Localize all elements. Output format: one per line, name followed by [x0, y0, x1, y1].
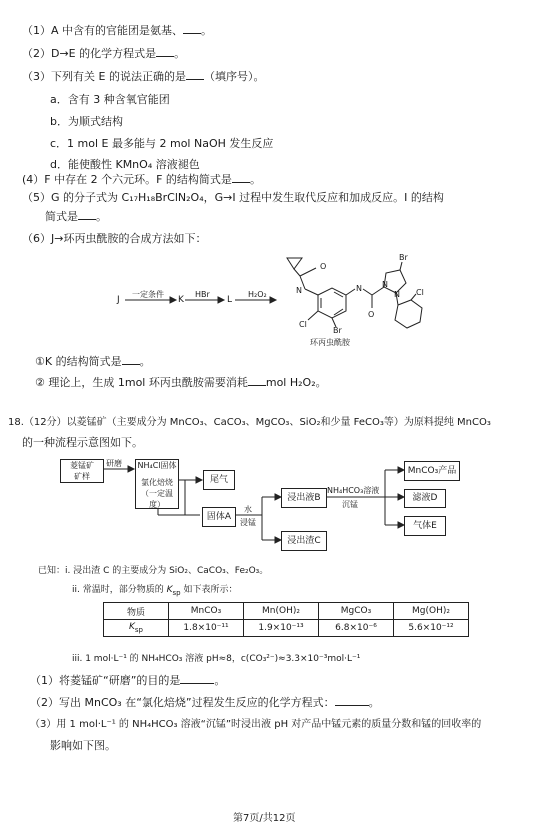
flow-product: MnCO₃产品 [404, 461, 460, 481]
flow-nh4hco3-label: NH₄HCO₃溶液 [327, 486, 380, 495]
scheme-n4: N [382, 280, 388, 289]
scheme-n3: N [394, 290, 400, 299]
scheme-product-name: 环丙虫酰胺 [310, 338, 350, 347]
scheme-h2o2: H₂O₂ [248, 290, 267, 299]
flow-nh4cl-label: NH₄Cl固体 [137, 461, 177, 470]
table-cell: 5.6×10⁻¹² [394, 620, 469, 637]
scheme-hbr: HBr [195, 290, 210, 299]
scheme-o1: O [320, 262, 327, 271]
q18-part2: （2）写出 MnCO₃ 在“氯化焙烧”过程发生反应的化学方程式： 。 [30, 696, 380, 709]
known-info-i: 已知：i. 浸出渣 C 的主要成分为 SiO₂、CaCO₃、Fe₂O₃。 [38, 566, 269, 576]
scheme-j: J [117, 295, 120, 305]
q17-part1: （1）A 中含有的官能团是氨基、 。 [22, 24, 213, 37]
flow-water-label: 水 [244, 505, 252, 514]
answer-blank [335, 696, 369, 706]
q18-part3-line2: 影响如下图。 [50, 739, 116, 752]
scheme-condition-1: 一定条件 [132, 290, 164, 299]
q17-part5-line2: 简式是 。 [45, 210, 107, 223]
scheme-n2: N [356, 284, 362, 293]
q17-option-c: c．1 mol E 最多能与 2 mol NaOH 发生反应 [50, 137, 274, 150]
scheme-k: K [178, 295, 184, 305]
q18-intro-line2: 的一种流程示意图如下。 [22, 436, 143, 449]
scheme-cl-left: Cl [299, 320, 307, 329]
table-cell: 1.9×10⁻¹³ [244, 620, 319, 637]
q18-part1: （1）将菱锰矿“研磨”的目的是 。 [30, 674, 226, 687]
known-info-ii: ii. 常温时，部分物质的 $K_{sp}$ 如下表所示： [72, 585, 238, 597]
q17-option-d: d．能使酸性 KMnO₄ 溶液褪色 [50, 158, 200, 171]
table-header-cell: MnCO₃ [169, 603, 244, 620]
flow-filtrate-b: 浸出液B [281, 488, 327, 508]
table-header-cell: Mn(OH)₂ [244, 603, 319, 620]
flow-grind-label: 研磨 [106, 459, 122, 468]
table-header-cell: Mg(OH)₂ [394, 603, 469, 620]
flow-roast-step [135, 459, 179, 509]
flow-ore-sample: 菱锰矿 矿样 [60, 459, 104, 483]
scheme-l: L [227, 295, 233, 305]
scheme-br-bottom: Br [333, 326, 342, 335]
q17-part3: （3）下列有关 E 的说法正确的是 （填序号）。 [22, 70, 265, 83]
flow-roast-label: 氯化焙烧 （一定温度） [141, 478, 173, 509]
flow-filtrate-d: 滤液D [404, 489, 446, 508]
ksp-table-value-row [104, 620, 469, 637]
q17-option-b: b．为顺式结构 [50, 115, 123, 128]
flow-residue-c: 浸出渣C [281, 531, 327, 551]
ksp-table [103, 602, 469, 637]
flow-precip-label: 沉锰 [342, 500, 358, 509]
q18-part3-line1: （3）用 1 mol·L⁻¹ 的 NH₄HCO₃ 溶液“沉锰”时浸出液 pH 对产品中锰元素的质量分数和锰的回收率的 [30, 719, 482, 730]
q17-option-a: a．含有 3 种含氧官能团 [50, 93, 170, 106]
known-info-iii: iii. 1 mol·L⁻¹ 的 NH₄HCO₃ 溶液 pH≈8，c(CO₃²⁻)≈3.3×10⁻³mol·L⁻¹ [72, 654, 361, 664]
ksp-table-header-row [104, 603, 469, 620]
flow-gas-e: 气体E [404, 516, 446, 536]
q17-sub2: ② 理论上，生成 1mol 环丙虫酰胺需要消耗 mol H₂O₂。 [35, 376, 327, 389]
table-row-label: $K_{sp}$ [104, 620, 169, 637]
table-header-cell: 物质 [104, 603, 169, 620]
q17-sub1: ①K 的结构简式是 。 [35, 355, 151, 368]
scheme-n1: N [296, 286, 302, 295]
table-cell: 6.8×10⁻⁶ [319, 620, 394, 637]
table-header-cell: MgCO₃ [319, 603, 394, 620]
flow-leach-label: 浸锰 [240, 518, 256, 527]
q17-part5-line1: （5）G 的分子式为 C₁₇H₁₈BrClN₂O₄，G→I 过程中发生取代反应和加成反应。I 的结构 [22, 191, 444, 204]
q17-part6: （6）J→环丙虫酰胺的合成方法如下： [22, 232, 207, 245]
q17-part4: (4）F 中存在 2 个六元环。F 的结构简式是 。 [22, 173, 261, 186]
q17-part2: （2）D→E 的化学方程式是 。 [22, 47, 186, 60]
scheme-br-top: Br [399, 253, 408, 262]
page-footer: 第7页/共12页 [233, 813, 296, 824]
table-cell: 1.8×10⁻¹¹ [169, 620, 244, 637]
flow-tail-gas: 尾气 [203, 470, 235, 490]
answer-blank [180, 674, 214, 684]
q18-intro-line1: 18.（12分）以菱锰矿（主要成分为 MnCO₃、CaCO₃、MgCO₃、SiO₂和少量 FeCO₃等）为原料提纯 MnCO₃ [8, 417, 491, 428]
flow-solid-a: 固体A [202, 507, 236, 527]
scheme-cl-right: Cl [416, 288, 424, 297]
scheme-o2: O [368, 310, 375, 319]
